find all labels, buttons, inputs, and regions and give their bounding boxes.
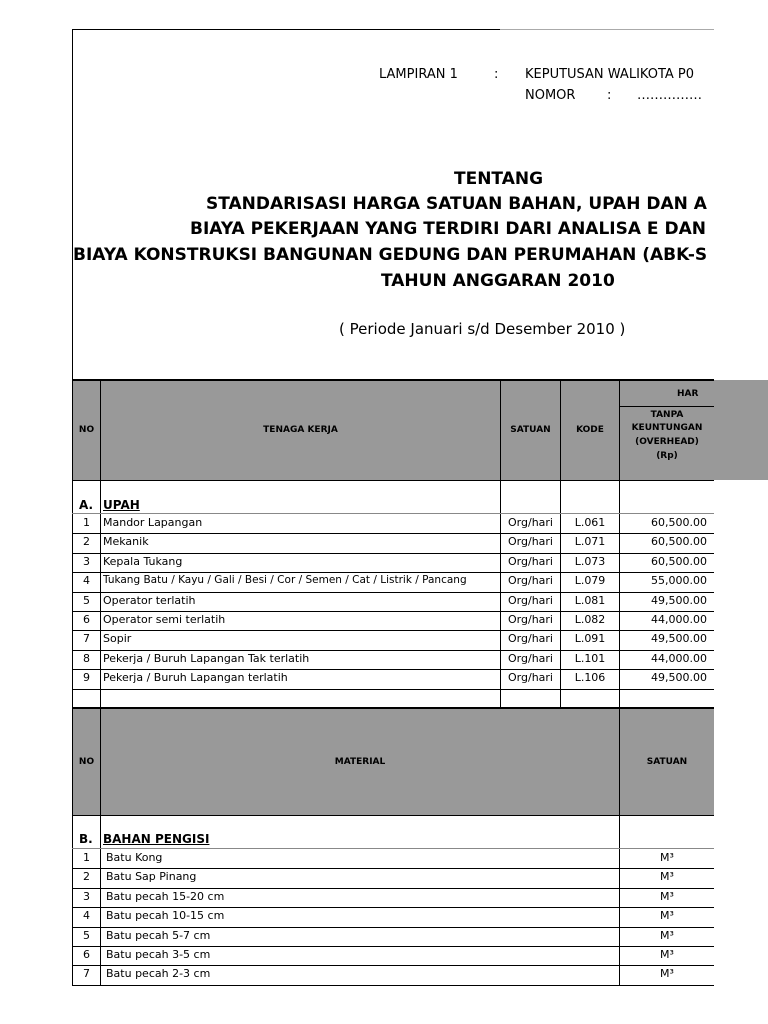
section-a-name: UPAH [103,498,140,512]
t1-header-split [620,406,714,407]
row-number: 1 [83,851,90,864]
table-row-line [72,592,714,593]
table1-header-bg-ext [714,380,768,480]
labor-name: Mekanik [103,535,149,549]
table-row-line [72,572,714,573]
t1-col-line-1 [100,380,101,707]
row-number: 1 [83,516,90,529]
labor-unit: Org/hari [508,671,553,685]
table-row-line [72,888,714,889]
labor-name: Pekerja / Buruh Lapangan Tak terlatih [103,651,310,665]
labor-code: L.091 [574,632,606,646]
row-number: 7 [83,967,90,981]
t2-bottom-line [72,985,714,986]
top-border-right [500,29,714,30]
labor-unit: Org/hari [508,574,553,588]
table-row-line [72,630,714,631]
labor-code: L.101 [574,651,606,665]
material-name: Batu Sap Pinang [106,870,197,884]
title-line-4: BIAYA KONSTRUKSI BANGUNAN GEDUNG DAN PERUMAHAN (ABK-S [73,245,708,265]
table-row-line [72,965,714,966]
t1-header-bottom [72,480,714,481]
material-unit: M³ [660,870,674,884]
table-row-line [72,669,714,670]
labor-unit: Org/hari [508,651,553,665]
row-number: 6 [83,948,90,961]
row-number: 2 [83,535,90,549]
labor-price: 55,000.00 [651,574,707,588]
material-name: Batu Kong [106,851,163,864]
t1-no-header: NO [78,425,95,435]
t1-keuntungan-header: KEUNTUNGAN [631,423,703,433]
labor-name: Operator semi terlatih [103,613,226,626]
row-number: 8 [83,651,90,665]
section-a-letter: A. [79,498,94,512]
table-row-line [72,689,714,690]
nomor-label: NOMOR [525,88,576,103]
t2-header-bottom [72,815,714,816]
table-row-line [72,553,714,554]
row-number: 4 [83,574,90,588]
t2-section-line [72,848,714,849]
row-number: 5 [83,928,90,942]
row-number: 4 [83,909,90,923]
t2-material-header: MATERIAL [334,757,386,767]
material-name: Batu pecah 2-3 cm [106,967,211,981]
labor-code: L.106 [574,671,606,685]
t1-top-line [72,379,714,381]
material-unit: M³ [660,851,674,864]
table-row-line [72,907,714,908]
labor-price: 44,000.00 [651,651,707,665]
row-number: 9 [83,671,90,685]
row-number: 5 [83,593,90,607]
t1-section-line [72,513,714,514]
labor-unit: Org/hari [508,535,553,549]
t2-satuan-header: SATUAN [646,757,688,767]
title-tentang: TENTANG [454,169,544,189]
labor-code: L.061 [574,516,606,529]
material-name: Batu pecah 5-7 cm [106,928,211,942]
section-b-name: BAHAN PENGISI [103,832,210,846]
material-unit: M³ [660,967,674,981]
table-row-line [72,927,714,928]
table-row-line [72,868,714,869]
nomor-colon: : [607,88,612,103]
material-name: Batu pecah 10-15 cm [106,909,225,923]
material-unit: M³ [660,928,674,942]
table-row-line [72,650,714,651]
labor-price: 49,500.00 [651,671,707,685]
labor-name: Tukang Batu / Kayu / Gali / Besi / Cor / Semen / Cat / Listrik / Pancang [103,574,467,587]
row-number: 6 [83,613,90,626]
table-row-line [72,946,714,947]
labor-price: 44,000.00 [651,613,707,626]
labor-unit: Org/hari [508,554,553,568]
row-number: 7 [83,632,90,646]
labor-price: 49,500.00 [651,632,707,646]
period-text: ( Periode Januari s/d Desember 2010 ) [339,320,626,338]
nomor-value: …………… [637,88,702,103]
labor-name: Operator terlatih [103,593,196,607]
labor-code: L.073 [574,554,606,568]
labor-price: 60,500.00 [651,516,707,529]
labor-code: L.082 [574,613,606,626]
labor-unit: Org/hari [508,632,553,646]
t1-tanpa-header: TANPA [650,410,684,420]
row-number: 3 [83,554,90,568]
top-border [72,29,500,30]
title-line-5: TAHUN ANGGARAN 2010 [381,271,615,291]
labor-name: Mandor Lapangan [103,516,203,529]
t1-rp-header: (Rp) [656,451,678,461]
labor-name: Kepala Tukang [103,554,183,568]
material-unit: M³ [660,909,674,923]
lampiran-colon: : [494,67,499,82]
t1-tenaga-header: TENAGA KERJA [263,425,338,435]
labor-unit: Org/hari [508,516,553,529]
lampiran-label: LAMPIRAN 1 [379,67,458,82]
t1-overhead-header: (OVERHEAD) [635,437,699,447]
labor-unit: Org/hari [508,613,553,626]
table-row-line [72,611,714,612]
labor-code: L.071 [574,535,606,549]
material-unit: M³ [660,948,674,961]
labor-price: 49,500.00 [651,593,707,607]
labor-unit: Org/hari [508,593,553,607]
labor-price: 60,500.00 [651,554,707,568]
labor-code: L.081 [574,593,606,607]
labor-code: L.079 [574,574,606,588]
left-border [72,29,73,986]
labor-price: 60,500.00 [651,535,707,549]
material-name: Batu pecah 3-5 cm [106,948,211,961]
title-line-3: BIAYA PEKERJAAN YANG TERDIRI DARI ANALISA E DAN [190,219,706,239]
table-row-line [72,533,714,534]
material-unit: M³ [660,889,674,903]
keputusan-text: KEPUTUSAN WALIKOTA P0 [525,67,695,82]
row-number: 2 [83,870,90,884]
labor-name: Sopir [103,632,132,646]
section-b-letter: B. [79,832,93,846]
title-line-2: STANDARISASI HARGA SATUAN BAHAN, UPAH DAN A [206,194,707,214]
t1-satuan-header: SATUAN [510,425,551,435]
labor-name: Pekerja / Buruh Lapangan terlatih [103,671,288,685]
t1-kode-header: KODE [576,425,604,435]
t2-no-header: NO [78,757,95,767]
t1-harga-header: HAR [677,389,699,399]
material-name: Batu pecah 15-20 cm [106,889,225,903]
row-number: 3 [83,889,90,903]
